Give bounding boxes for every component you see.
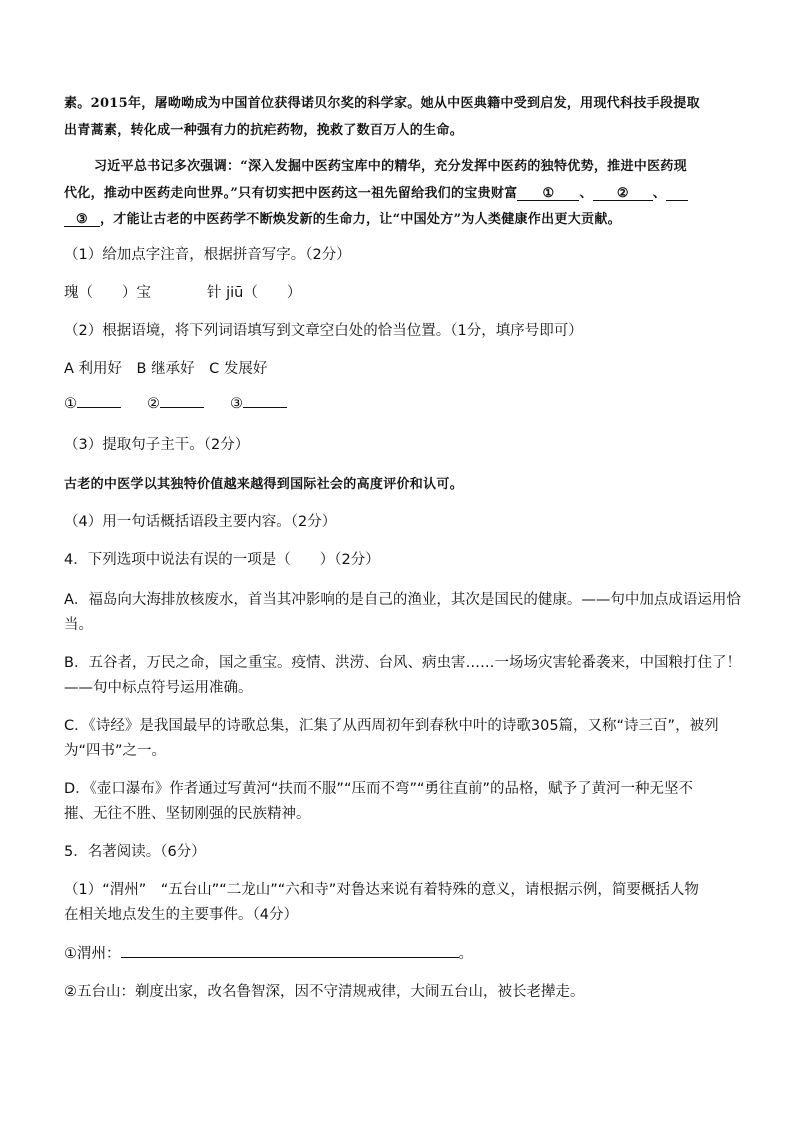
- q3-options: A 利用好 B 继承好 C 发展好: [64, 361, 268, 377]
- q3-fill-1-blank[interactable]: [77, 395, 121, 408]
- q3-fill-1-label: ①: [64, 396, 77, 412]
- passage-blank-3: ③: [64, 213, 100, 227]
- q3-fill-3-blank[interactable]: [243, 395, 287, 408]
- q5-part1-line-1: （1）“渭州” “五台山”“二龙山”“六和寺”对鲁达来说有着特殊的意义，请根据示例，简要概括人物: [64, 882, 699, 898]
- q3-fill-2-blank[interactable]: [160, 395, 204, 408]
- q3-fill-2-label: ②: [147, 396, 160, 412]
- passage-line-2: 出青蒿素，转化成一种强有力的抗疟药物，挽救了数百万人的生命。: [64, 123, 464, 138]
- q3-part1-items: [64, 281, 730, 302]
- q3-fill-3-label: ③: [230, 396, 243, 412]
- q5-item-1: [64, 942, 730, 963]
- passage-line-4: [64, 182, 730, 201]
- q3-sentence: 古老的中医学以其独特价值越来越得到国际社会的高度评价和认可。: [64, 477, 464, 492]
- passage-blank-1: ①: [517, 187, 579, 201]
- q4-option-d-line-1: D．《壶口瀑布》作者通过写黄河“扶而不服”“压而不弯”“勇往直前”的品格，赋予了黄河一种无坚不: [64, 781, 693, 797]
- q3-part3: （3）提取句子主干。（2分）: [64, 437, 250, 453]
- q5-stem: 5．名著阅读。（6分）: [64, 844, 206, 860]
- q4-option-a-line-2: 当。: [64, 617, 93, 633]
- q5-item-1-label: ①渭州：: [64, 946, 121, 962]
- q3-item-gui: 瑰（ ）宝: [64, 285, 151, 301]
- q5-item-1-end: 。: [458, 946, 473, 962]
- q4-option-a-line-1: A．福岛向大海排放核废水，首当其冲影响的是自己的渔业，其次是国民的健康。——句中加点成语运用恰: [64, 592, 741, 608]
- q3-fill-row: [64, 395, 730, 412]
- passage-line-5-text: ，才能让古老的中医药学不断焕发新的生命力，让“中国处方”为人类健康作出更大贡献。: [100, 212, 621, 227]
- q3-part4: （4）用一句话概括语段主要内容。（2分）: [64, 514, 337, 530]
- passage-sep-2: 、: [652, 186, 667, 201]
- passage-blank-2: ②: [593, 187, 653, 201]
- passage-sep-1: 、: [579, 186, 593, 201]
- q4-option-b-line-2: ——句中标点符号运用准确。: [64, 680, 253, 696]
- q4-option-b-line-1: B．五谷者，万民之命，国之重宝。疫情、洪涝、台风、病虫害……一场场灾害轮番袭来，中国粮打住了！: [64, 655, 741, 671]
- passage-blank-3-start: [666, 187, 688, 201]
- passage-line-5: [64, 208, 730, 227]
- q3-item-jiu: 针 jiū（ ）: [207, 285, 302, 301]
- q4-stem: 4．下列选项中说法有误的一项是（ ）（2分）: [64, 552, 380, 568]
- passage-line-1: 素。2015年，屠呦呦成为中国首位获得诺贝尔奖的科学家。她从中医典籍中受到启发，用现代科技手段提取: [64, 96, 700, 111]
- q4-option-d-line-2: 摧、无往不胜、坚韧刚强的民族精神。: [64, 806, 311, 822]
- q3-part2: （2）根据语境，将下列词语填写到文章空白处的恰当位置。（1分，填序号即可）: [64, 323, 583, 339]
- passage-line-4-text: 代化，推动中医药走向世界。”只有切实把中医药这一祖先留给我们的宝贵财富: [64, 186, 518, 201]
- q4-option-c-line-1: C．《诗经》是我国最早的诗歌总集，汇集了从西周初年到春秋中叶的诗歌305篇，又称“诗三百”，被列: [64, 718, 719, 734]
- q3-part1: （1）给加点字注音，根据拼音写字。（2分）: [64, 247, 351, 263]
- q5-item-1-blank[interactable]: [121, 945, 459, 958]
- q5-item-2: ②五台山：剃度出家，改名鲁智深，因不守清规戒律，大闹五台山，被长老撵走。: [64, 984, 585, 1000]
- passage-line-3: 习近平总书记多次强调：“深入发掘中医药宝库中的精华，充分发挥中医药的独特优势，推进中医药现: [94, 159, 687, 174]
- q4-option-c-line-2: 为“四书”之一。: [64, 743, 167, 759]
- q5-part1-line-2: 在相关地点发生的主要事件。（4分）: [64, 907, 298, 923]
